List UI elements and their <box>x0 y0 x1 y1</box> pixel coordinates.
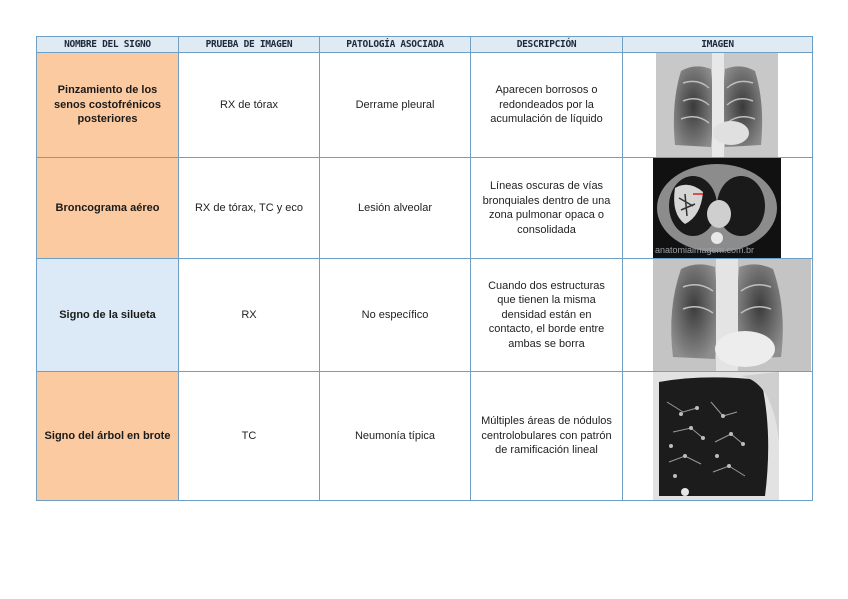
lung-ct-icon <box>623 372 813 500</box>
header-patologia: PATOLOGÍA ASOCIADA <box>320 37 471 53</box>
table-header-row <box>37 37 813 53</box>
signs-table <box>36 36 813 501</box>
imaging-test: RX de tórax, TC y eco <box>179 158 320 259</box>
pathology: Derrame pleural <box>320 53 471 158</box>
table-row <box>37 259 813 372</box>
sign-name: Signo del árbol en brote <box>37 372 179 501</box>
sign-name: Broncograma aéreo <box>37 158 179 259</box>
pathology: Lesión alveolar <box>320 158 471 259</box>
table-row <box>37 158 813 259</box>
image-cell <box>623 53 813 158</box>
sign-name: Pinzamiento de los senos costofrénicos posteriores <box>37 53 179 158</box>
imaging-test: TC <box>179 372 320 501</box>
header-prueba: PRUEBA DE IMAGEN <box>179 37 320 53</box>
header-nombre: NOMBRE DEL SIGNO <box>37 37 179 53</box>
pathology: No específico <box>320 259 471 372</box>
image-cell <box>623 158 813 259</box>
imaging-test: RX de tórax <box>179 53 320 158</box>
table-row <box>37 372 813 501</box>
image-cell <box>623 372 813 501</box>
description: Múltiples áreas de nódulos centrolobulares con patrón de ramificación lineal <box>471 372 623 501</box>
chest-xray-icon <box>623 53 813 157</box>
pathology: Neumonía típica <box>320 372 471 501</box>
description: Líneas oscuras de vías bronquiales dentro de una zona pulmonar opaca o consolidada <box>471 158 623 259</box>
header-descripcion: DESCRIPCIÓN <box>471 37 623 53</box>
chest-ct-icon <box>623 158 813 258</box>
image-watermark: anatomiaimagem.com.br <box>655 245 755 255</box>
image-cell <box>623 259 813 372</box>
description: Aparecen borrosos o redondeados por la acumulación de líquido <box>471 53 623 158</box>
header-imagen: IMAGEN <box>623 37 813 53</box>
sign-name: Signo de la silueta <box>37 259 179 372</box>
table-row <box>37 53 813 158</box>
chest-xray-icon <box>623 259 813 371</box>
imaging-test: RX <box>179 259 320 372</box>
description: Cuando dos estructuras que tienen la misma densidad están en contacto, el borde entre ambas se borra <box>471 259 623 372</box>
